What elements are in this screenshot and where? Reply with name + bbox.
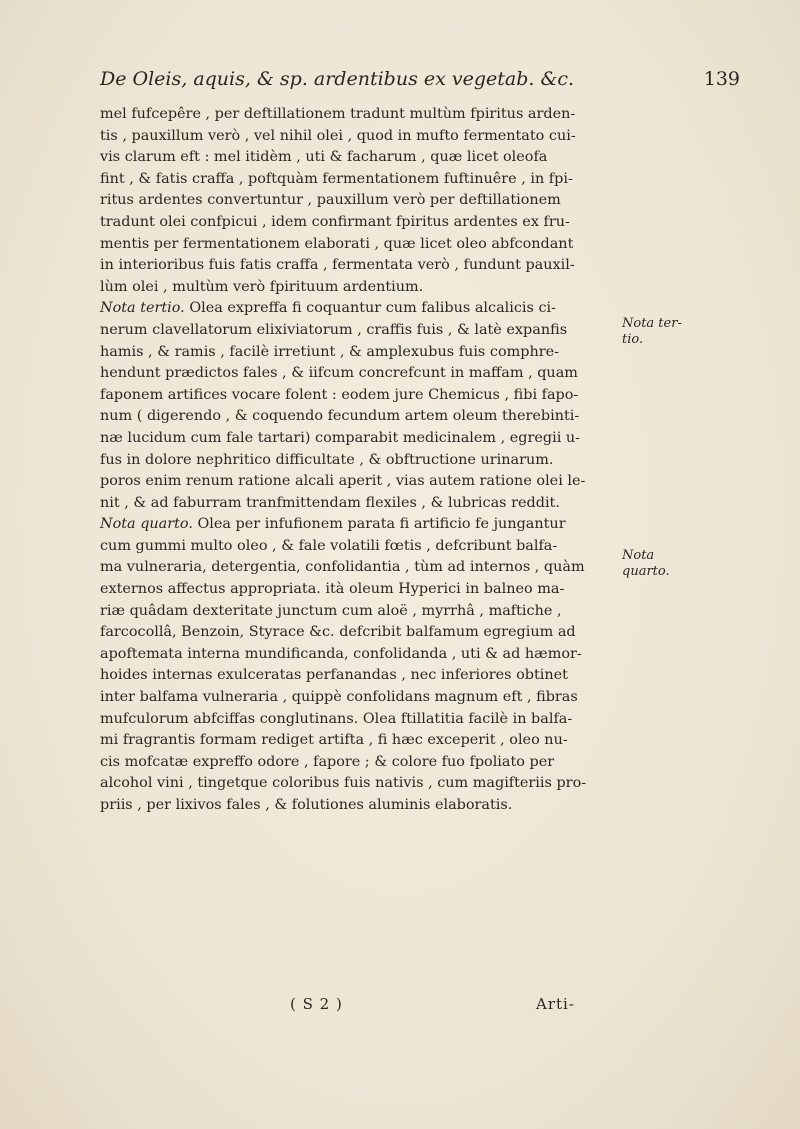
running-header bbox=[100, 68, 740, 98]
text-line bbox=[100, 514, 608, 536]
margin-note-line: Nota ter- bbox=[622, 316, 682, 331]
text-line bbox=[100, 471, 608, 493]
line-text: apoftemata interna mundificanda, confolidanda , uti & ad hæmor- bbox=[100, 645, 582, 662]
text-line bbox=[100, 277, 608, 299]
line-text: ritus ardentes convertuntur , pauxillum verò per deftillationem bbox=[100, 192, 561, 209]
line-text: lùm olei , multùm verò fpirituum ardentium. bbox=[100, 278, 424, 295]
line-text: fus in dolore nephritico difficultate , & obftructione urinarum. bbox=[100, 451, 554, 468]
line-text: mufculorum abfciffas conglutinans. Olea ftillatitia facilè in balfa- bbox=[100, 710, 573, 727]
text-line bbox=[100, 190, 608, 212]
line-text: ma vulneraria, detergentia, confolidantia , tùm ad internos , quàm bbox=[100, 559, 585, 576]
text-line bbox=[100, 363, 608, 385]
line-text: fint , & fatis craffa , poftquàm fermentationem fuftinuêre , in fpi- bbox=[100, 170, 573, 187]
text-line bbox=[100, 493, 608, 515]
section-lead: Nota quarto. bbox=[100, 516, 193, 533]
line-text: vis clarum eft : mel itidèm , uti & facharum , quæ licet oleofa bbox=[100, 149, 548, 166]
text-line bbox=[100, 255, 608, 277]
text-line bbox=[100, 406, 608, 428]
line-text: mel fufcepêre , per deftillationem tradunt multùm fpiritus arden- bbox=[100, 106, 576, 122]
text-line bbox=[100, 644, 608, 666]
text-line bbox=[100, 730, 608, 752]
catchword: Arti- bbox=[536, 995, 575, 1013]
line-text: mentis per fermentationem elaborati , quæ licet oleo abfcondant bbox=[100, 235, 574, 252]
line-text: inter balfama vulneraria , quippè confolidans magnum eft , fibras bbox=[100, 689, 578, 706]
line-text: hendunt prædictos fales , & iifcum concrefcunt in maffam , quam bbox=[100, 365, 578, 382]
signature-mark: ( S 2 ) bbox=[290, 995, 343, 1013]
line-text: cis mofcatæ expreffo odore , fapore ; & colore fuo fpoliato per bbox=[100, 753, 555, 770]
text-line bbox=[100, 428, 608, 450]
line-text: alcohol vini , tingetque coloribus fuis nativis , cum magifteriis pro- bbox=[100, 775, 587, 792]
line-text: hamis , & ramis , facilè irretiunt , & amplexubus fuis comphre- bbox=[100, 343, 559, 360]
line-text: Olea per infufionem parata fi artificio fe jungantur bbox=[192, 516, 566, 533]
text-line bbox=[100, 298, 608, 320]
text-line bbox=[100, 450, 608, 472]
line-text: externos affectus appropriata. ità oleum Hyperici in balneo ma- bbox=[100, 581, 565, 598]
line-text: riæ quâdam dexteritate junctum cum aloë , myrrhâ , maftiche , bbox=[100, 602, 562, 619]
line-text: hoides internas exulceratas perfanandas , nec inferiores obtinet bbox=[100, 667, 568, 684]
text-line bbox=[100, 687, 608, 709]
text-line bbox=[100, 385, 608, 407]
line-text: mi fragrantis formam rediget artifta , fi hæc exceperit , oleo nu- bbox=[100, 732, 568, 749]
line-text: priis , per lixivos fales , & folutiones aluminis elaboratis. bbox=[100, 797, 513, 813]
text-line bbox=[100, 104, 608, 126]
line-text: in interioribus fuis fatis craffa , fermentata verò , fundunt pauxil- bbox=[100, 257, 575, 274]
text-block bbox=[100, 104, 608, 817]
text-line bbox=[100, 709, 608, 731]
text-line bbox=[100, 557, 608, 579]
text-line bbox=[100, 579, 608, 601]
text-line bbox=[100, 752, 608, 774]
text-line bbox=[100, 212, 608, 234]
margin-note-tertio bbox=[622, 316, 712, 348]
margin-note-line: quarto. bbox=[622, 564, 670, 579]
margin-note-line: tio. bbox=[622, 332, 644, 347]
line-text: tradunt olei confpicui , idem confirmant fpiritus ardentes ex fru- bbox=[100, 213, 570, 230]
margin-note-quarto bbox=[622, 548, 712, 580]
text-line bbox=[100, 126, 608, 148]
text-line bbox=[100, 622, 608, 644]
text-line bbox=[100, 342, 608, 364]
line-text: næ lucidum cum fale tartari) comparabit medicinalem , egregii u- bbox=[100, 429, 581, 446]
text-line bbox=[100, 601, 608, 623]
line-text: faponem artifices vocare folent : eodem jure Chemicus , fibi fapo- bbox=[100, 386, 579, 403]
section-lead: Nota tertio. bbox=[100, 300, 185, 317]
line-text: nit , & ad faburram tranfmittendam flexiles , & lubricas reddit. bbox=[100, 494, 560, 511]
text-line bbox=[100, 320, 608, 342]
text-line bbox=[100, 234, 608, 256]
text-line bbox=[100, 773, 608, 795]
text-line bbox=[100, 665, 608, 687]
line-text: poros enim renum ratione alcali aperit , vias autem ratione olei le- bbox=[100, 473, 586, 490]
page-number: 139 bbox=[703, 68, 740, 90]
text-line bbox=[100, 169, 608, 191]
running-title: De Oleis, aquis, & sp. ardentibus ex vegetab. &c. bbox=[100, 68, 575, 90]
text-line bbox=[100, 536, 608, 558]
line-text: num ( digerendo , & coquendo fecundum artem oleum therebinti- bbox=[100, 408, 580, 425]
text-line bbox=[100, 795, 608, 817]
line-text: cum gummi multo oleo , & fale volatili fœtis , defcribunt balfa- bbox=[100, 537, 558, 554]
line-text: nerum clavellatorum elixiviatorum , craffis fuis , & latè expanfis bbox=[100, 321, 568, 338]
line-text: farcocollâ, Benzoin, Styrace &c. defcribit balfamum egregium ad bbox=[100, 624, 576, 641]
line-text: tis , pauxillum verò , vel nihil olei , quod in mufto fermentato cui- bbox=[100, 127, 576, 144]
line-text: Olea expreffa fi coquantur cum falibus alcalicis ci- bbox=[184, 300, 557, 317]
text-line bbox=[100, 147, 608, 169]
margin-note-line: Nota bbox=[622, 548, 655, 563]
